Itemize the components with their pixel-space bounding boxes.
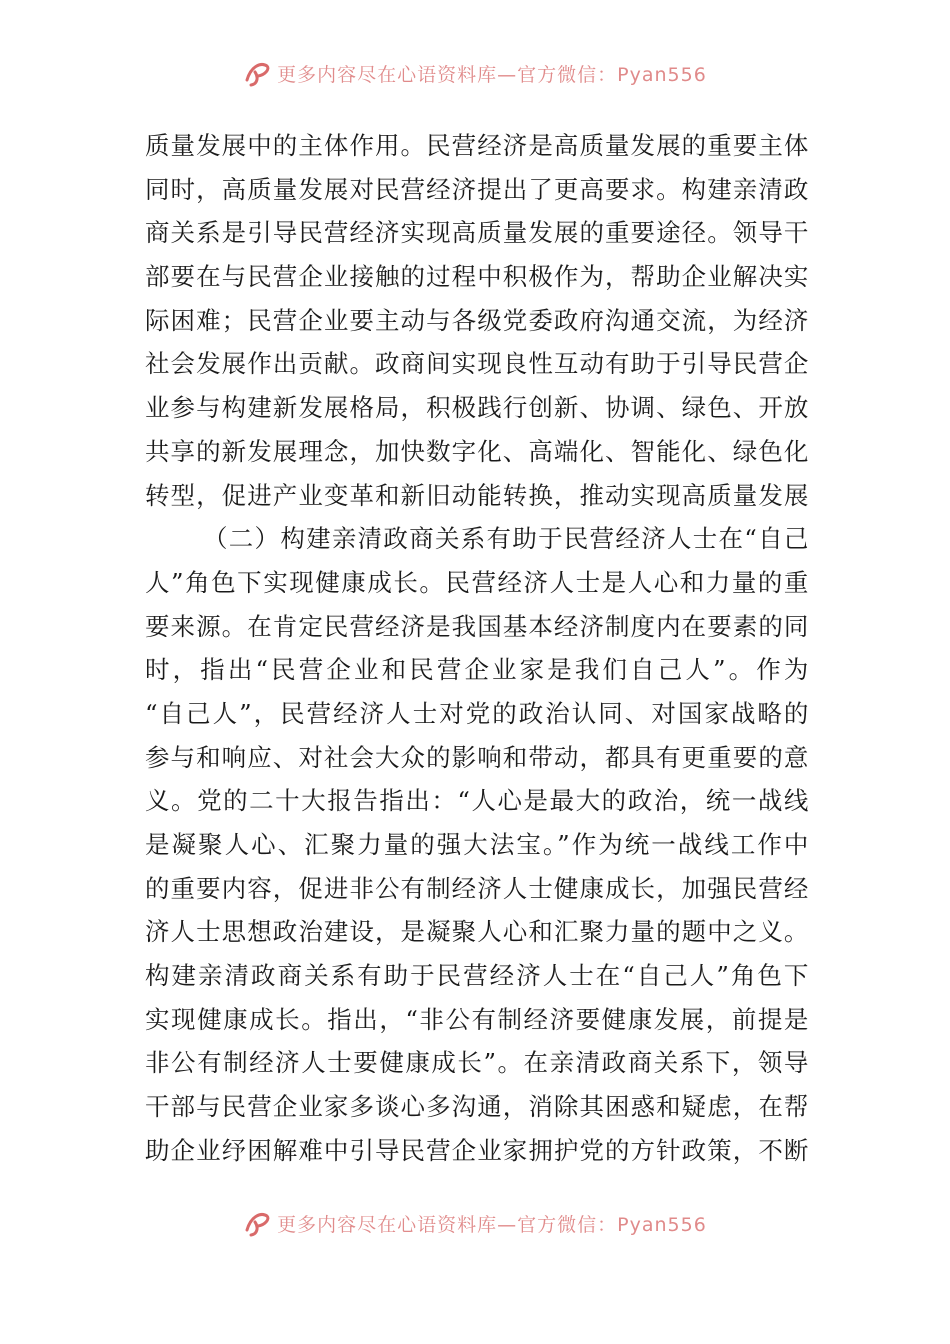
text-line: 商关系是引导民营经济实现高质量发展的重要途径。领导干 [145,218,809,248]
logo-icon [243,58,273,88]
text-line: 转型，促进产业变革和新旧动能转换，推动实现高质量发展 [145,480,809,510]
logo-icon [243,1208,273,1238]
text-line: 同时，高质量发展对民营经济提出了更高要求。构建亲清政 [145,174,809,204]
text-line: 要来源。在肯定民营经济是我国基本经济制度内在要素的同 [145,611,809,641]
text-line: 共享的新发展理念，加快数字化、高端化、智能化、绿色化 [145,436,809,466]
text-line: 实现健康成长。指出，“非公有制经济要健康发展，前提是 [145,1004,809,1034]
text-line: 参与和响应、对社会大众的影响和带动，都具有更重要的意 [145,742,809,772]
text-line: 义。党的二十大报告指出：“人心是最大的政治，统一战线 [145,786,809,816]
text-line: 时，指出“民营企业和民营企业家是我们自己人”。作为 [145,655,809,685]
document-body [145,124,809,1173]
text-line: 业参与构建新发展格局，积极践行创新、协调、绿色、开放 [145,393,809,423]
text-line: 社会发展作出贡献。政商间实现良性互动有助于引导民营企 [145,349,809,379]
footer-watermark [0,1206,950,1240]
text-line: 济人士思想政治建设，是凝聚人心和汇聚力量的题中之义。 [145,917,809,947]
text-line: 际困难；民营企业要主动与各级党委政府沟通交流，为经济 [145,305,809,335]
text-line: 助企业纾困解难中引导民营企业家拥护党的方针政策，不断 [145,1135,809,1165]
text-line: 的重要内容，促进非公有制经济人士健康成长，加强民营经 [145,873,809,903]
text-line: 非公有制经济人士要健康成长”。在亲清政商关系下，领导 [145,1048,809,1078]
section-heading-line: （二）构建亲清政商关系有助于民营经济人士在“自己 [203,524,809,554]
text-line: 部要在与民营企业接触的过程中积极作为，帮助企业解决实 [145,262,809,292]
header-watermark [0,56,950,90]
text-line: 人”角色下实现健康成长。民营经济人士是人心和力量的重 [145,567,809,597]
header-watermark-text: 更多内容尽在心语资料库—官方微信：Pyan556 [277,63,707,86]
text-line: 是凝聚人心、汇聚力量的强大法宝。”作为统一战线工作中 [145,830,809,859]
text-line: 干部与民营企业家多谈心多沟通，消除其困惑和疑虑，在帮 [145,1092,809,1122]
footer-watermark-text: 更多内容尽在心语资料库—官方微信：Pyan556 [277,1213,707,1236]
text-line: “自己人”，民营经济人士对党的政治认同、对国家战略的 [145,698,809,728]
text-line: 构建亲清政商关系有助于民营经济人士在“自己人”角色下 [145,961,809,991]
text-line: 质量发展中的主体作用。民营经济是高质量发展的重要主体 [145,131,809,160]
